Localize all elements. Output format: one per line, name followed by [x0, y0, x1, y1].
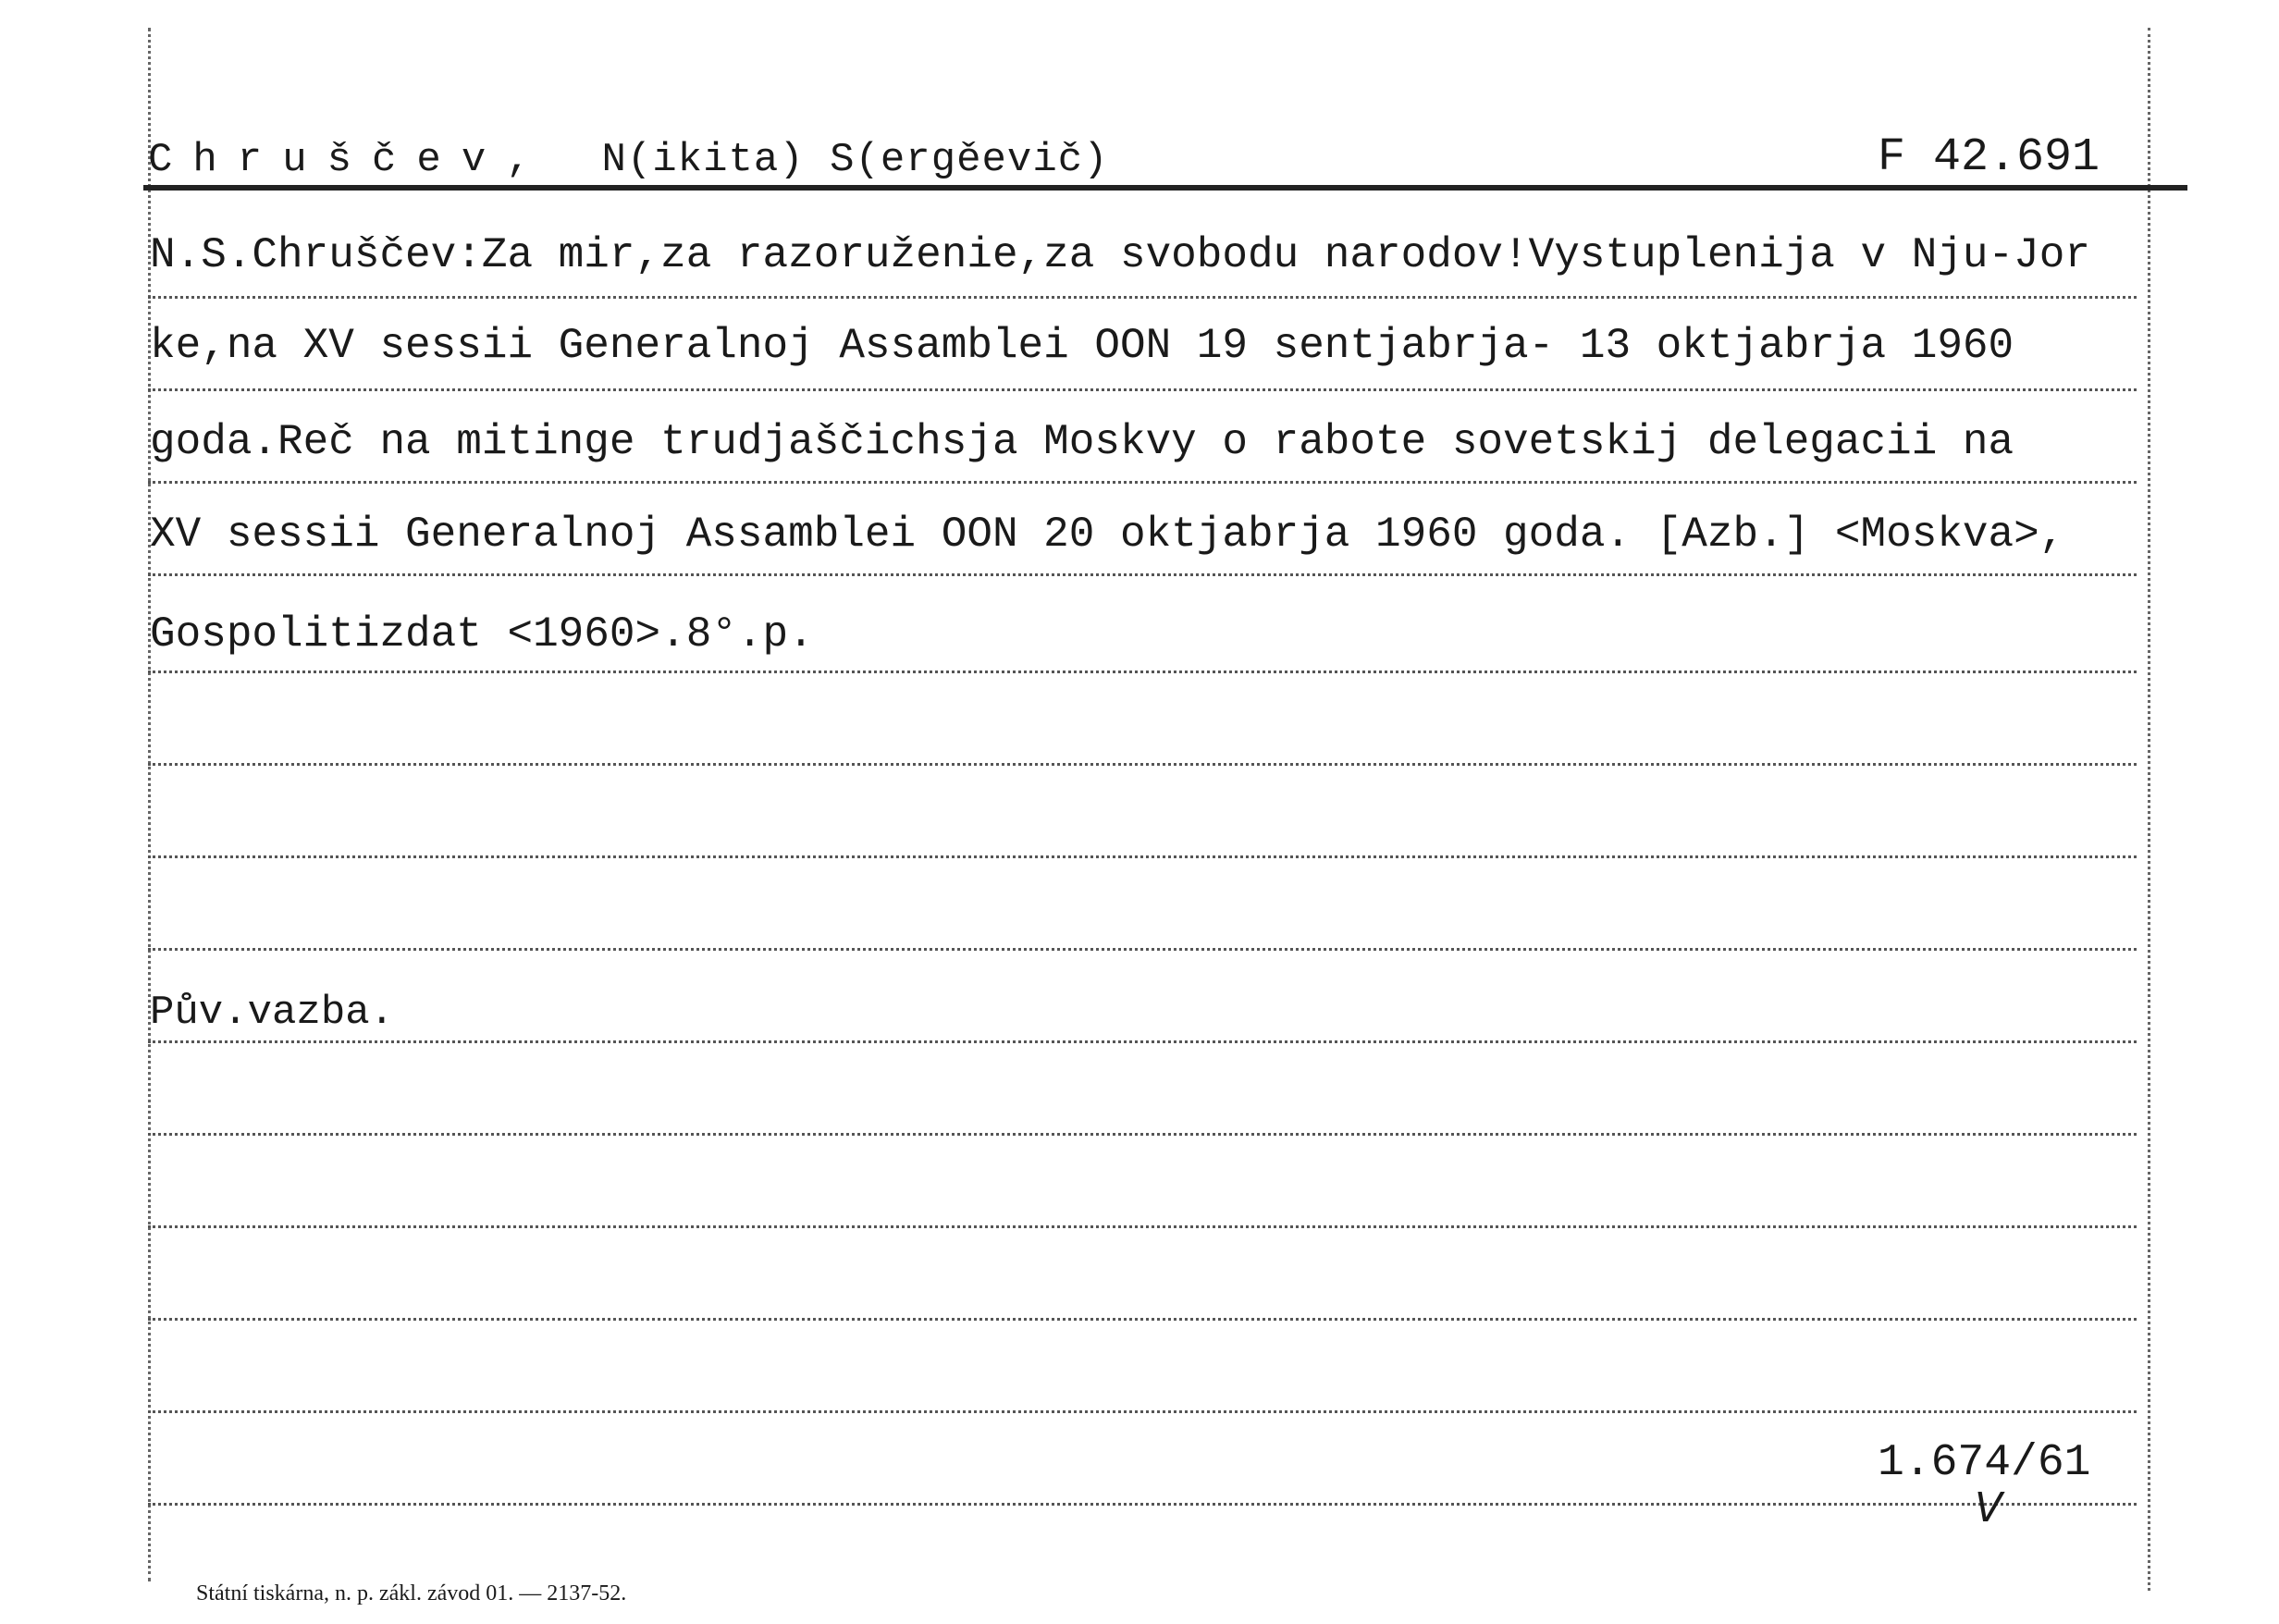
entry-line-3: goda.Reč na mitinge trudjaščichsja Moskvy o rabote sovetskij delegacii na: [150, 418, 2014, 466]
accession-number: 1.674/61: [1878, 1438, 2091, 1488]
ruled-line: [148, 1225, 2137, 1228]
ruled-line: [148, 573, 2137, 576]
author-forenames: N(ikita) S(ergěevič): [601, 137, 1109, 183]
author-surname: Chruščev,: [148, 137, 551, 183]
ruled-line: [148, 671, 2137, 673]
ruled-line: [148, 1410, 2137, 1413]
entry-line-2: ke,na XV sessii Generalnoj Assamblei OON 19 sentjabrja- 13 oktjabrja 1960: [150, 322, 2014, 370]
entry-line-4: XV sessii Generalnoj Assamblei OON 20 oktjabrja 1960 goda. [Azb.] <Moskva>,: [150, 511, 2065, 559]
entry-line-1: N.S.Chruščev:Za mir,za razoruženie,za svobodu narodov!Vystuplenija v Nju-Jor: [150, 231, 2090, 279]
printer-imprint: Státní tiskárna, n. p. zákl. závod 01. — 2137-52.: [196, 1581, 627, 1606]
ruled-line: [148, 763, 2137, 766]
ruled-line: [148, 388, 2137, 391]
ruled-line: [148, 1133, 2137, 1136]
binding-note: Pův.vazba.: [150, 990, 395, 1036]
check-mark: V: [1975, 1484, 2003, 1532]
ruled-line: [148, 855, 2137, 858]
ruled-line: [148, 296, 2137, 299]
entry-line-5: Gospolitizdat <1960>.8°.p.: [150, 610, 814, 658]
shelfmark: F 42.691: [1878, 131, 2100, 184]
ruled-line: [148, 1040, 2137, 1043]
ruled-line: [148, 1318, 2137, 1321]
ruled-line: [148, 948, 2137, 951]
author-heading: [148, 137, 1109, 183]
right-margin-rule: [2148, 28, 2150, 1591]
header-rule: [143, 185, 2187, 191]
ruled-line: [148, 481, 2137, 484]
ruled-line: [148, 1503, 2137, 1506]
